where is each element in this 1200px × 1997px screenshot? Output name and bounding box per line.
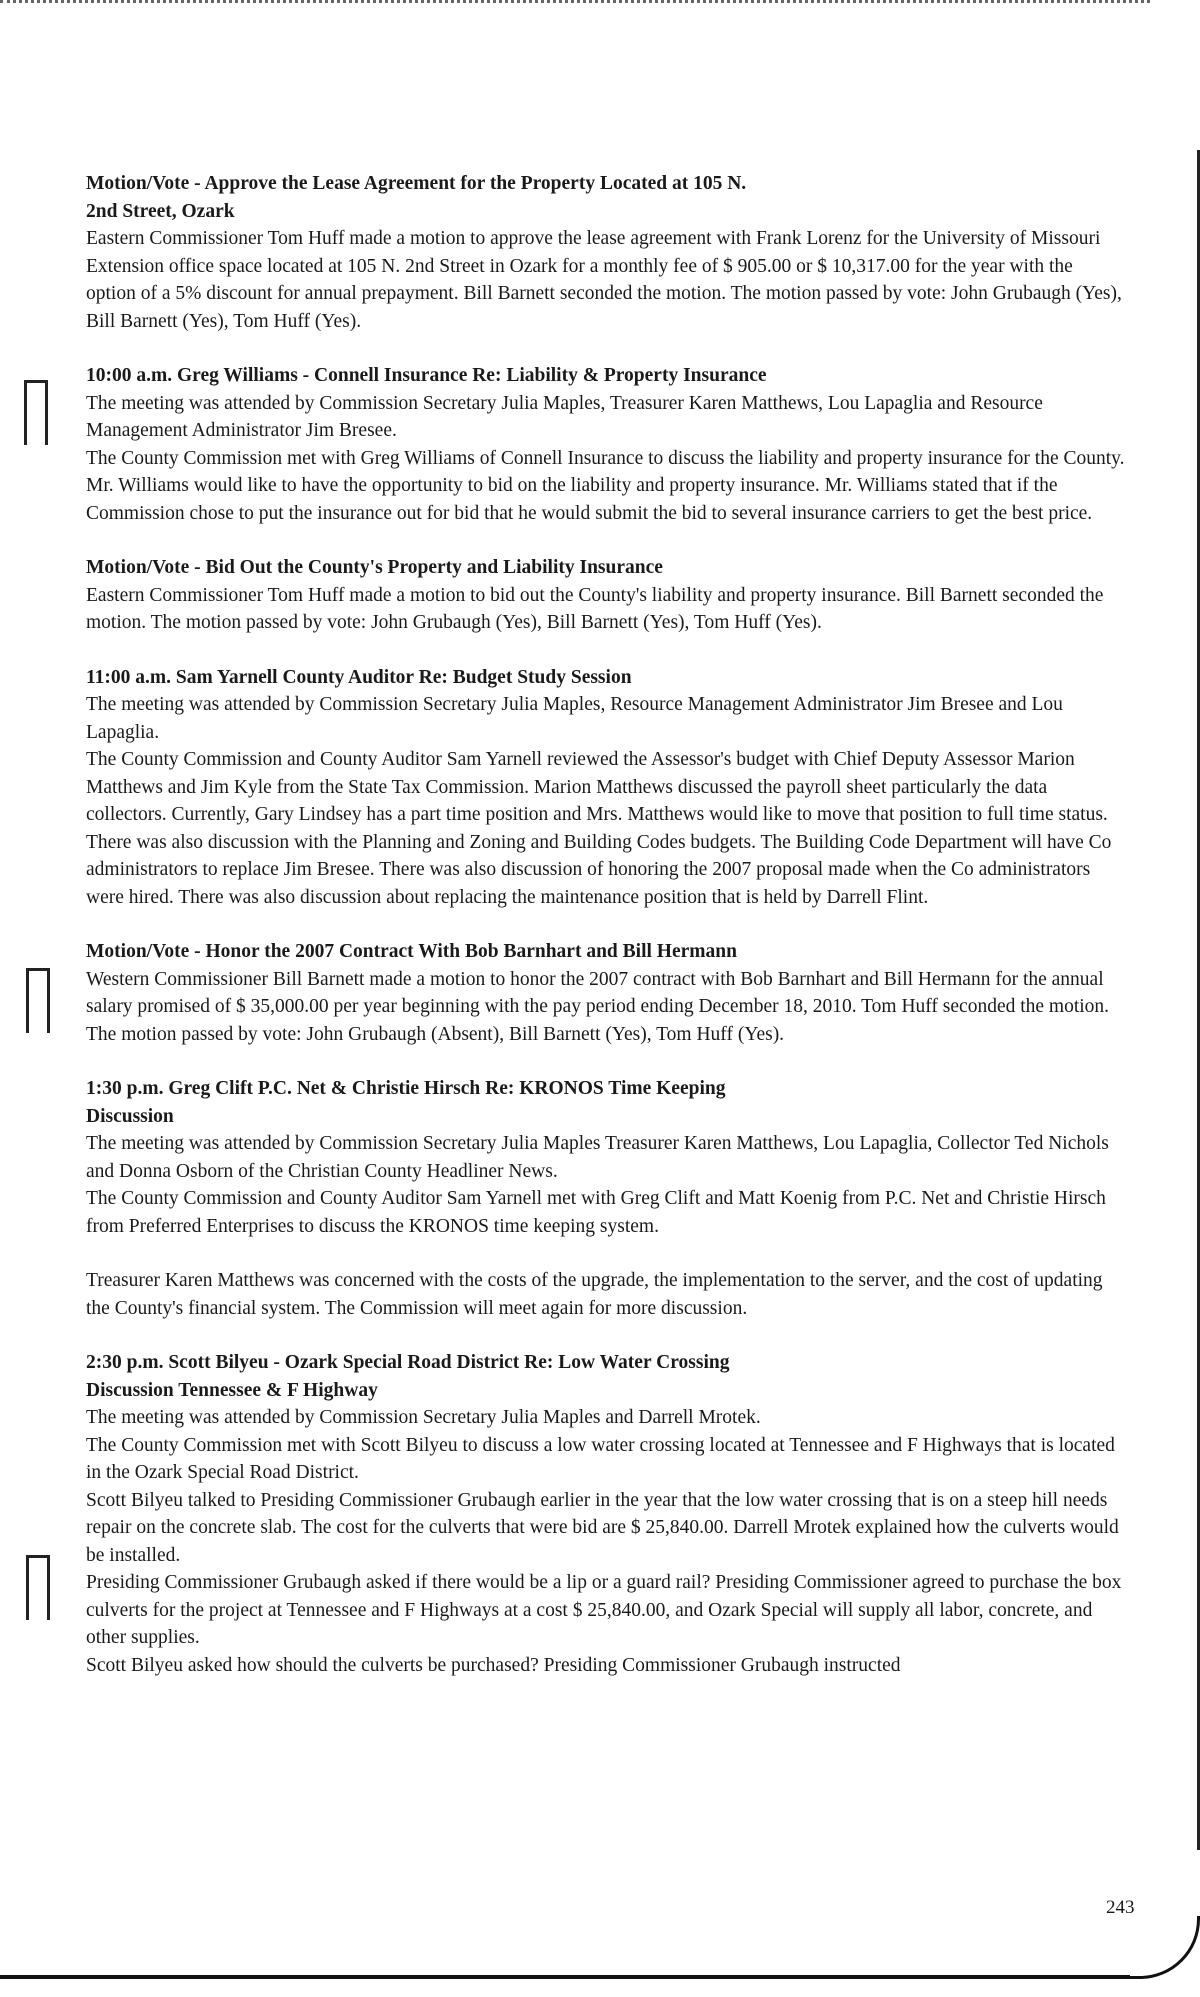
section-budget-study: [86, 664, 1126, 912]
section-paragraph: The County Commission met with Scott Bilyeu to discuss a low water crossing located at Tennessee and F Highways that is located in the Ozark Special Road District.: [86, 1434, 1115, 1483]
section-paragraph: The County Commission and County Auditor Sam Yarnell reviewed the Assessor's budget with Chief Deputy Assessor Marion Matthews and Jim Kyle from the State Tax Commission. Marion Matthews discussed the payroll sheet particularly the data collectors. Currently, Gary Lindsey has a part time position and Mrs. Matthews would like to move that position to full time status. There was also discussion with the Planning and Zoning and Building Codes budgets. The Building Code Department will have Co administrators to replace Jim Bresee. There was also discussion of honoring the 2007 proposal made when the Co administrators were hired. There was also discussion about replacing the maintenance position that is held by Darrell Flint.: [86, 749, 1112, 908]
section-paragraph: Eastern Commissioner Tom Huff made a motion to bid out the County's liability and property insurance. Bill Barnett seconded the motion. The motion passed by vote: John Grubaugh (Yes), Bill Barnett (Yes), Tom Huff (Yes).: [86, 584, 1104, 633]
scan-top-edge: [0, 0, 1150, 7]
section-heading: 2:30 p.m. Scott Bilyeu - Ozark Special Road District Re: Low Water Crossing Discussion Tennessee & F Highway: [86, 1352, 730, 1401]
section-connell-insurance: [86, 362, 1126, 527]
page-number: 243: [1106, 1897, 1135, 1918]
section-paragraph: Presiding Commissioner Grubaugh asked if there would be a lip or a guard rail? Presiding Commissioner agreed to purchase the box culverts for the project at Tennessee and F Highways at a cost $ 25,840.00, and Ozark Special will supply all labor, concrete, and other supplies.: [86, 1572, 1122, 1648]
section-heading: 11:00 a.m. Sam Yarnell County Auditor Re: Budget Study Session: [86, 666, 632, 688]
section-paragraph: The County Commission met with Greg Williams of Connell Insurance to discuss the liability and property insurance for the County. Mr. Williams would like to have the opportunity to bid on the liability and property insurance. Mr. Williams stated that if the Commission chose to put the insurance out for bid that he would submit the bid to several insurance carriers to get the best price.: [86, 447, 1125, 524]
section-paragraph: The meeting was attended by Commission Secretary Julia Maples, Resource Management Administrator Jim Bresee and Lou Lapaglia.: [86, 694, 1063, 743]
section-paragraph: Western Commissioner Bill Barnett made a motion to honor the 2007 contract with Bob Barnhart and Bill Hermann for the annual salary promised of $ 35,000.00 per year beginning with the pay period ending December 18, 2010. Tom Huff seconded the motion. The motion passed by vote: John Grubaugh (Absent), Bill Barnett (Yes), Tom Huff (Yes).: [86, 968, 1110, 1045]
section-heading: 10:00 a.m. Greg Williams - Connell Insurance Re: Liability & Property Insurance: [86, 365, 767, 386]
section-paragraph: Scott Bilyeu talked to Presiding Commissioner Grubaugh earlier in the year that the low water crossing that is on a steep hill needs repair on the concrete slab. The cost for the culverts that were bid are $ 25,840.00. Darrell Mrotek explained how the culverts would be installed.: [86, 1489, 1119, 1566]
section-paragraph: The meeting was attended by Commission Secretary Julia Maples Treasurer Karen Matthews, Lou Lapaglia, Collector Ted Nichols and Donna Osborn of the Christian County Headliner News.: [86, 1133, 1109, 1182]
margin-bracket: [26, 968, 50, 1033]
section-low-water-crossing: [86, 1349, 1126, 1679]
section-lease-motion: [86, 170, 1126, 335]
section-paragraph: Eastern Commissioner Tom Huff made a motion to approve the lease agreement with Frank Lorenz for the University of Missouri Extension office space located at 105 N. 2nd Street in Ozark for a monthly fee of $ 905.00 or $ 10,317.00 for the year with the option of a 5% discount for annual prepayment. Bill Barnett seconded the motion. The motion passed by vote: John Grubaugh (Yes), Bill Barnett (Yes), Tom Huff (Yes).: [86, 228, 1122, 332]
section-paragraph: Scott Bilyeu asked how should the culverts be purchased? Presiding Commissioner Grubaugh instructed: [86, 1654, 901, 1676]
section-heading: 1:30 p.m. Greg Clift P.C. Net & Christie Hirsch Re: KRONOS Time Keeping Discussion: [86, 1078, 726, 1127]
section-heading: Motion/Vote - Approve the Lease Agreement for the Property Located at 105 N. 2nd Street, Ozark: [86, 173, 747, 222]
section-paragraph: Treasurer Karen Matthews was concerned with the costs of the upgrade, the implementation to the server, and the cost of updating the County's financial system. The Commission will meet again for more discussion.: [86, 1270, 1103, 1319]
section-insurance-bid-motion: [86, 554, 1126, 637]
section-paragraph: The meeting was attended by Commission Secretary Julia Maples, Treasurer Karen Matthews, Lou Lapaglia and Resource Management Administrator Jim Bresee.: [86, 392, 1043, 441]
margin-bracket: [24, 380, 48, 445]
section-heading: Motion/Vote - Bid Out the County's Property and Liability Insurance: [86, 557, 663, 578]
section-paragraph: The County Commission and County Auditor Sam Yarnell met with Greg Clift and Matt Koenig from P.C. Net and Christie Hirsch from Preferred Enterprises to discuss the KRONOS time keeping system.: [86, 1188, 1106, 1237]
section-kronos-discussion: [86, 1075, 1126, 1322]
scan-bottom-corner: [1107, 1916, 1200, 1979]
margin-bracket: [26, 1555, 50, 1620]
scan-corner-curve: [1135, 0, 1200, 163]
section-paragraph: The meeting was attended by Commission Secretary Julia Maples and Darrell Mrotek.: [86, 1407, 761, 1428]
scan-bottom-edge: [0, 1975, 1130, 1979]
section-contract-motion: [86, 938, 1126, 1048]
section-heading: Motion/Vote - Honor the 2007 Contract With Bob Barnhart and Bill Hermann: [86, 941, 737, 962]
minutes-body: [86, 170, 1126, 1706]
